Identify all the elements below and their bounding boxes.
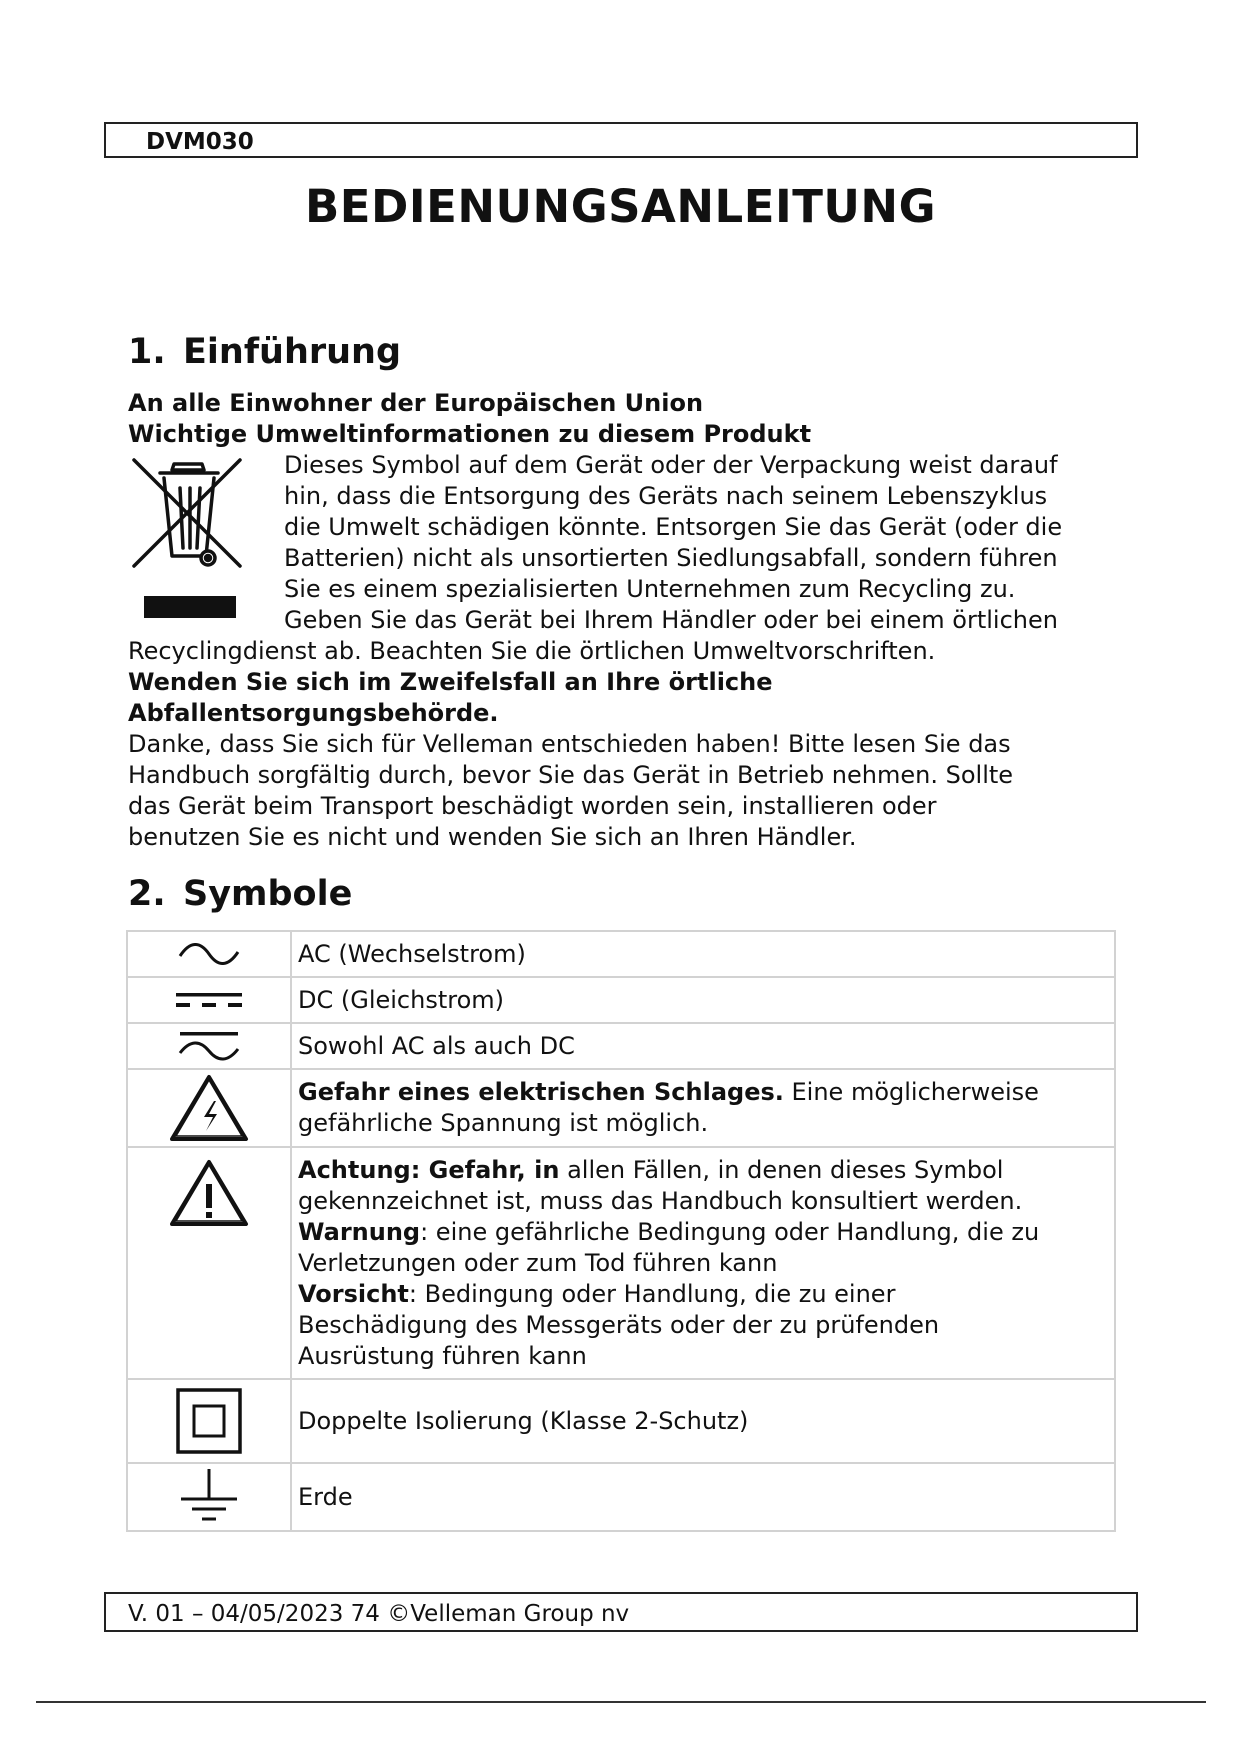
- weee-line: die Umwelt schädigen könnte. Entsorgen Sie das Gerät (oder die: [284, 513, 1063, 541]
- table-row: [127, 1379, 1115, 1463]
- section-2-title: Symbole: [183, 874, 353, 914]
- bold-notice-line: Wenden Sie sich im Zweifelsfall an Ihre örtliche: [128, 668, 773, 696]
- thanks-paragraph: [128, 729, 1013, 853]
- icon-cell: [127, 977, 291, 1023]
- warning-bold: Warnung: [298, 1217, 421, 1246]
- weee-black-bar: [144, 596, 236, 618]
- vorsicht-text: : Bedingung oder Handlung, die zu einer: [408, 1279, 896, 1308]
- weee-line: hin, dass die Entsorgung des Geräts nach seinem Lebenszyklus: [284, 482, 1048, 510]
- caution-text: allen Fällen, in denen dieses Symbol: [559, 1155, 1004, 1184]
- electric-shock-warning-icon: [169, 1073, 249, 1143]
- icon-cell: [127, 1147, 291, 1379]
- symbol-table: [126, 930, 1116, 1532]
- section-1-number: 1.: [128, 332, 166, 372]
- double-insulation-label: Doppelte Isolierung (Klasse 2-Schutz): [291, 1379, 1115, 1463]
- ac-dc-icon: [178, 1029, 240, 1063]
- table-row: [127, 977, 1115, 1023]
- vorsicht-text: Beschädigung des Messgeräts oder der zu prüfenden: [298, 1310, 940, 1339]
- icon-cell: [127, 1023, 291, 1069]
- page-title: BEDIENUNGSANLEITUNG: [304, 180, 937, 233]
- weee-line: Batterien) nicht als unsortierten Siedlungsabfall, sondern führen: [284, 544, 1058, 572]
- earth-label: Erde: [291, 1463, 1115, 1531]
- bold-notice-line: Abfallentsorgungsbehörde.: [128, 699, 499, 727]
- weee-line: Sie es einem spezialisierten Unternehmen zum Recycling zu.: [284, 575, 1016, 603]
- recycling-line: Recyclingdienst ab. Beachten Sie die örtlichen Umweltvorschriften.: [128, 637, 936, 665]
- shock-text: gefährliche Spannung ist möglich.: [298, 1109, 709, 1137]
- ac-dc-label: Sowohl AC als auch DC: [291, 1023, 1115, 1069]
- eu-residents-subheading: An alle Einwohner der Europäischen Union: [128, 389, 704, 417]
- vorsicht-text: Ausrüstung führen kann: [298, 1341, 587, 1370]
- icon-cell: [127, 1379, 291, 1463]
- bold-notice: [128, 667, 773, 729]
- weee-paragraph: [284, 450, 1062, 636]
- shock-description: [291, 1069, 1115, 1147]
- icon-cell: [127, 1069, 291, 1147]
- thanks-line: benutzen Sie es nicht und wenden Sie sich an Ihren Händler.: [128, 823, 857, 851]
- ac-sine-icon: [178, 943, 240, 965]
- caution-description: [291, 1147, 1115, 1379]
- warning-text: : eine gefährliche Bedingung oder Handlung, die zu: [420, 1217, 1040, 1246]
- earth-ground-icon: [177, 1467, 241, 1527]
- caution-exclamation-icon: [169, 1158, 249, 1228]
- section-1-title: Einführung: [183, 332, 402, 372]
- thanks-line: das Gerät beim Transport beschädigt worden sein, installieren oder: [128, 792, 937, 820]
- table-row: [127, 1147, 1115, 1379]
- crossed-bin-icon: [130, 456, 246, 576]
- environment-subheading: Wichtige Umweltinformationen zu diesem Produkt: [128, 420, 812, 448]
- header-box: [104, 122, 1138, 158]
- section-2-heading: [128, 874, 352, 914]
- weee-line: Geben Sie das Gerät bei Ihrem Händler oder bei einem örtlichen: [284, 606, 1058, 634]
- dc-label: DC (Gleichstrom): [291, 977, 1115, 1023]
- table-row: [127, 1023, 1115, 1069]
- thanks-line: Danke, dass Sie sich für Velleman entschieden haben! Bitte lesen Sie das: [128, 730, 1011, 758]
- icon-cell: [127, 1463, 291, 1531]
- warning-text: Verletzungen oder zum Tod führen kann: [298, 1248, 778, 1277]
- table-row: [127, 931, 1115, 977]
- icon-cell: [127, 931, 291, 977]
- footer-box: [104, 1592, 1138, 1632]
- vorsicht-bold: Vorsicht: [298, 1279, 409, 1308]
- caution-bold: Achtung: Gefahr, in: [298, 1155, 560, 1184]
- shock-bold: Gefahr eines elektrischen Schlages.: [298, 1078, 784, 1106]
- shock-text: Eine möglicherweise: [783, 1078, 1039, 1106]
- footer-text: V. 01 – 04/05/2023 74 ©Velleman Group nv: [128, 1601, 630, 1627]
- ac-label: AC (Wechselstrom): [291, 931, 1115, 977]
- thanks-line: Handbuch sorgfältig durch, bevor Sie das Gerät in Betrieb nehmen. Sollte: [128, 761, 1014, 789]
- dc-current-icon: [174, 989, 244, 1011]
- bottom-divider: [36, 1701, 1206, 1703]
- section-1-heading: [128, 332, 401, 372]
- double-insulation-icon: [175, 1387, 243, 1455]
- table-row: [127, 1463, 1115, 1531]
- caution-text: gekennzeichnet ist, muss das Handbuch konsultiert werden.: [298, 1186, 1023, 1215]
- section-2-number: 2.: [128, 874, 166, 914]
- table-row: [127, 1069, 1115, 1147]
- weee-line: Dieses Symbol auf dem Gerät oder der Verpackung weist darauf: [284, 451, 1058, 479]
- model-code: DVM030: [146, 129, 254, 155]
